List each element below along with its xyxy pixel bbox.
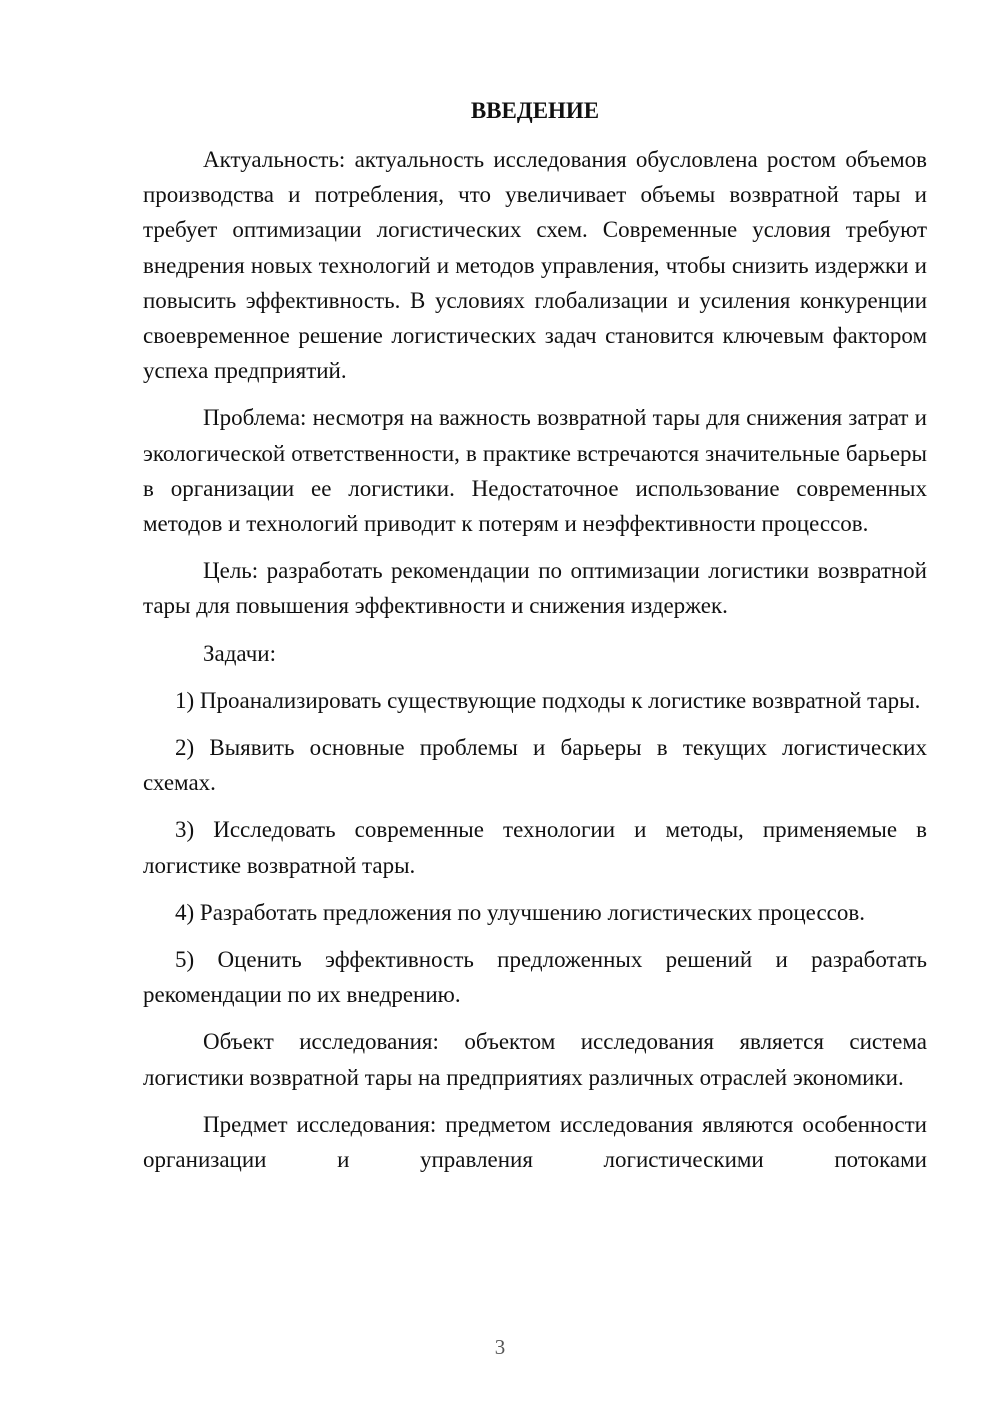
task-item-2: 2) Выявить основные проблемы и барьеры в текущих логистических схемах. xyxy=(143,735,927,796)
task-item-3: 3) Исследовать современные технологии и методы, применяемые в логистике возвратной тары. xyxy=(143,817,927,878)
problem-paragraph: Проблема: несмотря на важность возвратной тары для снижения затрат и экологической ответственности, в практике встречаются значительные барьеры в организации ее логистики. Недостаточное использование современных методов и технологий приводит к потерям и неэффективности процессов. xyxy=(143,405,927,537)
object-paragraph: Объект исследования: объектом исследования является система логистики возвратной тары на предприятиях различных отраслей экономики. xyxy=(143,1029,927,1090)
tasks-heading: Задачи: xyxy=(203,640,276,666)
relevance-paragraph: Актуальность: актуальность исследования обусловлена ростом объемов производства и потребления, что увеличивает объемы возвратной тары и требует оптимизации логистических схем. Современные условия требуют внедрения новых технологий и методов управления, чтобы снизить издержки и повысить эффективность. В условиях глобализации и усиления конкуренции своевременное решение логистических задач становится ключевым фактором успеха предприятий. xyxy=(143,147,927,384)
task-item-4: 4) Разработать предложения по улучшению логистических процессов. xyxy=(175,899,865,925)
page-number: 3 xyxy=(494,1335,506,1359)
task-item-1: 1) Проанализировать существующие подходы к логистике возвратной тары. xyxy=(175,687,921,713)
page-title: ВВЕДЕНИЕ xyxy=(470,98,600,123)
task-item-5: 5) Оценить эффективность предложенных решений и разработать рекомендации по их внедрению. xyxy=(143,947,927,1008)
subject-paragraph: Предмет исследования: предметом исследования являются особенности организации и управления логистическими потоками xyxy=(143,1111,927,1173)
goal-paragraph: Цель: разработать рекомендации по оптимизации логистики возвратной тары для повышения эффективности и снижения издержек. xyxy=(143,558,927,619)
body-text xyxy=(143,142,927,1177)
